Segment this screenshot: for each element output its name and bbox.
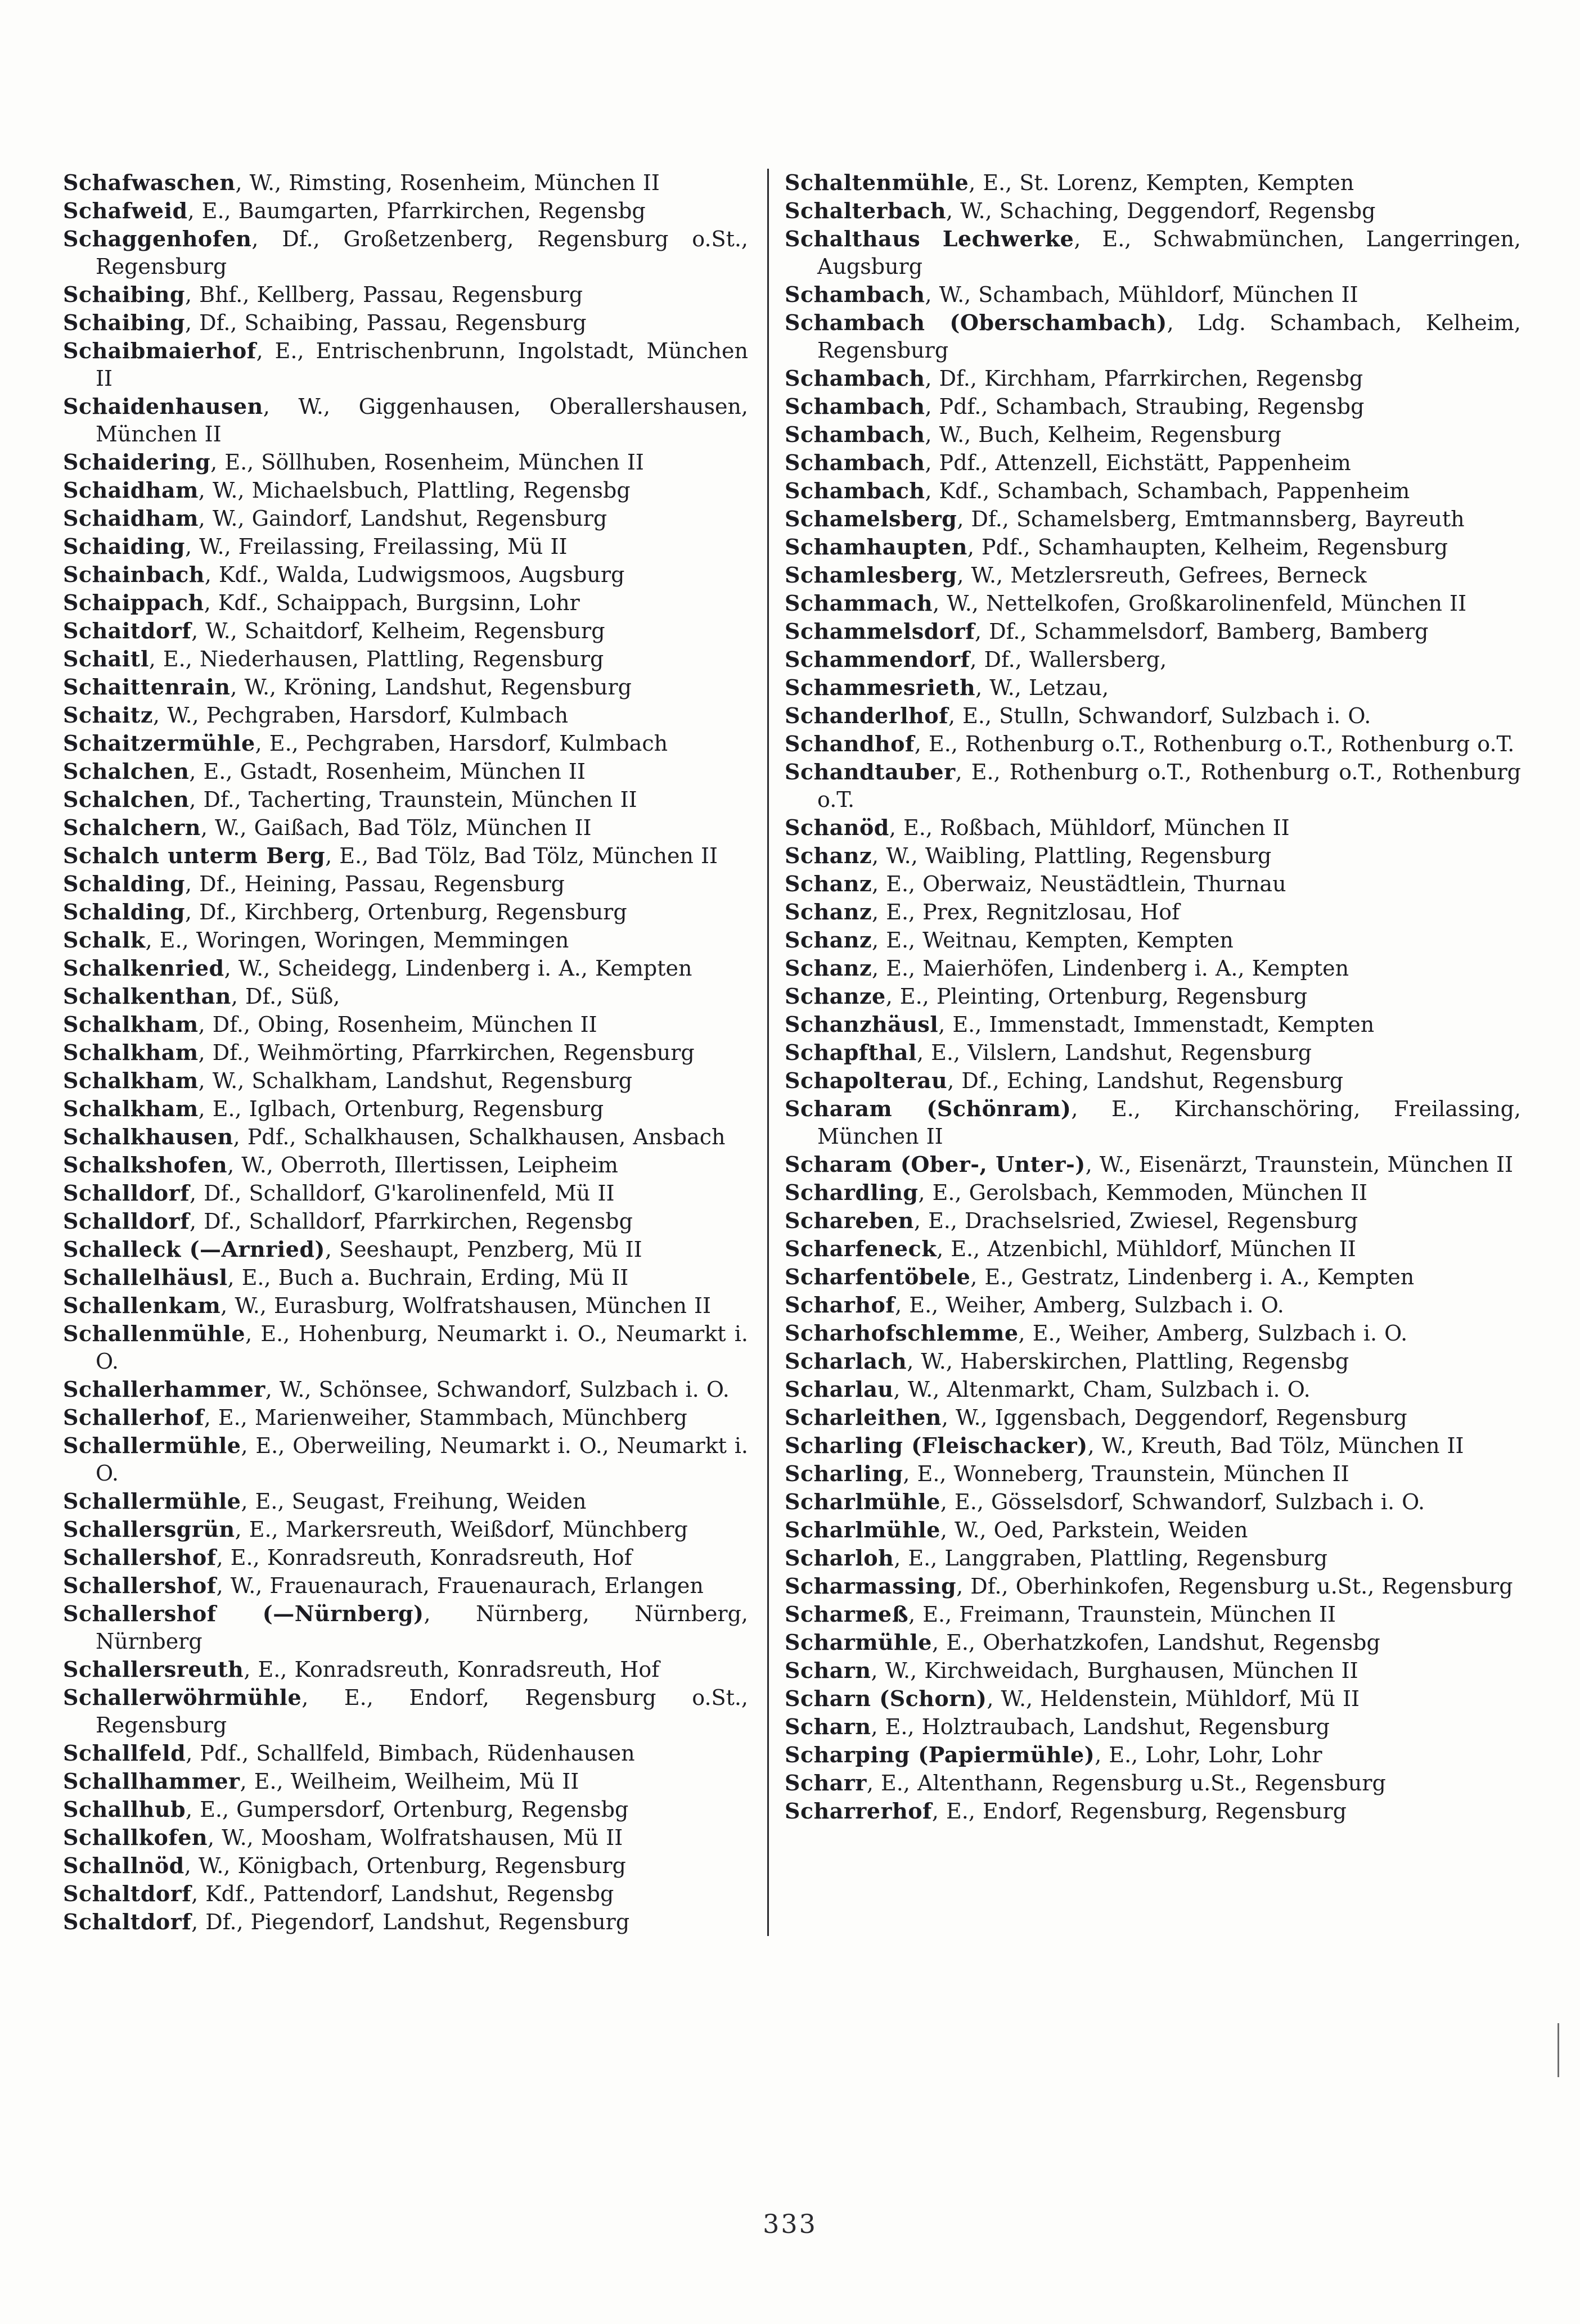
directory-entry: Scharling, E., Wonneberg, Traunstein, München II bbox=[785, 1461, 1349, 1486]
directory-entry: Schaidham, W., Michaelsbuch, Plattling, Regensbg bbox=[63, 477, 631, 503]
entry-headword: Schammach bbox=[785, 590, 933, 616]
directory-entry: Schammelsdorf, Df., Schammelsdorf, Bamberg, Bamberg bbox=[785, 619, 1429, 644]
entry-headword: Schallfeld bbox=[63, 1740, 186, 1766]
entry-headword: Schalchen bbox=[63, 787, 190, 812]
directory-entry: Schaitl, E., Niederhausen, Plattling, Regensburg bbox=[63, 646, 604, 671]
entry-headword: Schanz bbox=[785, 899, 872, 924]
entry-headword: Schanze bbox=[785, 983, 886, 1009]
directory-entry: Schambach, Kdf., Schambach, Schambach, Pappenheim bbox=[785, 478, 1410, 503]
entry-headword: Schambach (Oberschambach) bbox=[785, 310, 1167, 335]
directory-entry: Schapolterau, Df., Eching, Landshut, Regensburg bbox=[785, 1068, 1344, 1093]
directory-entry: Schallelhäusl, E., Buch a. Buchrain, Erding, Mü II bbox=[63, 1265, 629, 1290]
entry-headword: Scharlau bbox=[785, 1377, 894, 1402]
directory-entry: Schandhof, E., Rothenburg o.T., Rothenburg o.T., Rothenburg o.T. bbox=[785, 731, 1515, 756]
entry-headword: Scharfeneck bbox=[785, 1236, 937, 1261]
entry-headword: Schandhof bbox=[785, 731, 915, 756]
entry-headword: Schanz bbox=[785, 871, 872, 896]
entry-headword: Schambach bbox=[785, 394, 925, 419]
entry-headword: Schalkshofen bbox=[63, 1152, 228, 1177]
entry-headword: Schalkham bbox=[63, 1040, 199, 1065]
entry-headword: Schalldorf bbox=[63, 1180, 190, 1206]
directory-entry: Schallfeld, Pdf., Schallfeld, Bimbach, Rüdenhausen bbox=[63, 1740, 635, 1766]
directory-entry: Schallnöd, W., Königbach, Ortenburg, Regensburg bbox=[63, 1853, 626, 1878]
entry-headword: Schallhub bbox=[63, 1797, 186, 1822]
directory-entry: Scharling (Fleischacker), W., Kreuth, Bad Tölz, München II bbox=[785, 1433, 1464, 1458]
entry-headword: Schamhaupten bbox=[785, 534, 967, 559]
directory-entry: Schalkenried, W., Scheidegg, Lindenberg i. A., Kempten bbox=[63, 955, 692, 981]
entry-headword: Schaiding bbox=[63, 534, 185, 559]
entry-headword: Schalchen bbox=[63, 759, 190, 784]
directory-entry: Schallerwöhrmühle, E., Endorf, Regensburg o.St., Regensburg bbox=[63, 1685, 748, 1738]
directory-entry: Scharmühle, E., Oberhatzkofen, Landshut, Regensbg bbox=[785, 1630, 1380, 1655]
directory-entry: Schalding, Df., Kirchberg, Ortenburg, Regensburg bbox=[63, 899, 627, 924]
directory-entry: Scharlmühle, W., Oed, Parkstein, Weiden bbox=[785, 1517, 1248, 1542]
entry-headword: Schalkenried bbox=[63, 955, 224, 981]
entry-headword: Schallersreuth bbox=[63, 1657, 244, 1682]
entry-headword: Schallerhammer bbox=[63, 1377, 265, 1402]
directory-entry: Schaidering, E., Söllhuben, Rosenheim, München II bbox=[63, 449, 644, 475]
entry-headword: Schallermühle bbox=[63, 1433, 241, 1458]
directory-entry: Schafwaschen, W., Rimsting, Rosenheim, München II bbox=[63, 170, 660, 195]
entry-headword: Scharn bbox=[785, 1658, 871, 1683]
entry-headword: Schaltdorf bbox=[63, 1881, 192, 1906]
entry-headword: Scharmühle bbox=[785, 1630, 932, 1655]
directory-entry: Scharlach, W., Haberskirchen, Plattling, Regensbg bbox=[785, 1348, 1349, 1374]
directory-entry: Schalkham, E., Iglbach, Ortenburg, Regensburg bbox=[63, 1096, 604, 1121]
gazetteer-text-block bbox=[63, 169, 1521, 1936]
entry-headword: Schanderlhof bbox=[785, 703, 948, 728]
entry-headword: Schamlesberg bbox=[785, 562, 957, 588]
entry-headword: Schanz bbox=[785, 955, 872, 981]
directory-entry: Schaggenhofen, Df., Großetzenberg, Regensburg o.St., Regensburg bbox=[63, 226, 748, 279]
directory-entry: Schalthaus Lechwerke, E., Schwabmünchen, Langerringen, Augsburg bbox=[785, 226, 1521, 279]
entry-headword: Schambach bbox=[785, 282, 925, 307]
directory-entry: Schamhaupten, Pdf., Schamhaupten, Kelheim, Regensburg bbox=[785, 534, 1448, 559]
directory-entry: Schaidenhausen, W., Giggenhausen, Oberallershausen, München II bbox=[63, 394, 748, 446]
entry-headword: Schambach bbox=[785, 365, 925, 391]
entry-headword: Scharleithen bbox=[785, 1405, 942, 1430]
directory-entry: Schalkham, Df., Obing, Rosenheim, München II bbox=[63, 1012, 597, 1037]
entry-headword: Schaitdorf bbox=[63, 618, 192, 643]
directory-entry: Schambach, Pdf., Attenzell, Eichstätt, Pappenheim bbox=[785, 450, 1351, 475]
directory-entry: Schaibing, Bhf., Kellberg, Passau, Regensburg bbox=[63, 282, 583, 307]
directory-entry: Schanderlhof, E., Stulln, Schwandorf, Sulzbach i. O. bbox=[785, 703, 1371, 728]
entry-headword: Schafweid bbox=[63, 198, 188, 223]
entry-headword: Schalterbach bbox=[785, 198, 946, 223]
directory-entry: Scharfeneck, E., Atzenbichl, Mühldorf, München II bbox=[785, 1236, 1356, 1261]
entry-headword: Schalkham bbox=[63, 1096, 199, 1121]
entry-headword: Scharrerhof bbox=[785, 1798, 932, 1824]
directory-entry: Scharloh, E., Langgraben, Plattling, Regensburg bbox=[785, 1545, 1328, 1571]
entry-headword: Schaibing bbox=[63, 310, 185, 335]
left-column bbox=[63, 169, 748, 1936]
directory-entry: Scharn, W., Kirchweidach, Burghausen, München II bbox=[785, 1658, 1358, 1683]
directory-entry: Scharping (Papiermühle), E., Lohr, Lohr, Lohr bbox=[785, 1742, 1322, 1767]
entry-headword: Schaggenhofen bbox=[63, 226, 252, 251]
directory-entry: Scharn, E., Holztraubach, Landshut, Regensburg bbox=[785, 1714, 1330, 1739]
directory-entry: Scharfentöbele, E., Gestratz, Lindenberg i. A., Kempten bbox=[785, 1264, 1415, 1289]
directory-entry: Scharlau, W., Altenmarkt, Cham, Sulzbach i. O. bbox=[785, 1377, 1311, 1402]
directory-entry: Schafweid, E., Baumgarten, Pfarrkirchen, Regensbg bbox=[63, 198, 646, 223]
directory-entry: Schaltdorf, Df., Piegendorf, Landshut, Regensburg bbox=[63, 1909, 630, 1934]
entry-headword: Schaltenmühle bbox=[785, 170, 969, 195]
directory-entry: Schainbach, Kdf., Walda, Ludwigsmoos, Augsburg bbox=[63, 562, 625, 587]
directory-entry: Scharam (Schönram), E., Kirchanschöring, Freilassing, München II bbox=[785, 1096, 1521, 1149]
directory-entry: Schallerhof, E., Marienweiher, Stammbach, Münchberg bbox=[63, 1405, 687, 1430]
entry-headword: Schainbach bbox=[63, 562, 205, 587]
entry-headword: Schallenmühle bbox=[63, 1321, 246, 1346]
entry-headword: Schallnöd bbox=[63, 1853, 184, 1878]
directory-entry: Schaibing, Df., Schaibing, Passau, Regensburg bbox=[63, 310, 587, 335]
directory-entry: Schamlesberg, W., Metzlersreuth, Gefrees, Berneck bbox=[785, 562, 1367, 588]
directory-entry: Schalterbach, W., Schaching, Deggendorf, Regensbg bbox=[785, 198, 1376, 223]
directory-entry: Schaltenmühle, E., St. Lorenz, Kempten, Kempten bbox=[785, 170, 1354, 195]
directory-entry: Schanze, E., Pleinting, Ortenburg, Regensburg bbox=[785, 983, 1308, 1009]
directory-entry: Schammesrieth, W., Letzau, bbox=[785, 675, 1109, 700]
directory-entry: Schalchen, Df., Tacherting, Traunstein, München II bbox=[63, 787, 637, 812]
directory-entry: Scharmeß, E., Freimann, Traunstein, München II bbox=[785, 1601, 1336, 1627]
entry-headword: Schammendorf bbox=[785, 647, 970, 672]
directory-entry: Schallhammer, E., Weilheim, Weilheim, Mü II bbox=[63, 1768, 579, 1794]
directory-entry: Schalchen, E., Gstadt, Rosenheim, München II bbox=[63, 759, 586, 784]
directory-entry: Schalkhausen, Pdf., Schalkhausen, Schalkhausen, Ansbach bbox=[63, 1124, 726, 1149]
directory-entry: Scharrerhof, E., Endorf, Regensburg, Regensburg bbox=[785, 1798, 1347, 1824]
directory-entry: Schallermühle, E., Oberweiling, Neumarkt i. O., Neumarkt i. O. bbox=[63, 1433, 748, 1486]
entry-headword: Schandtauber bbox=[785, 759, 956, 784]
entry-headword: Schapfthal bbox=[785, 1040, 917, 1065]
directory-entry: Scharleithen, W., Iggensbach, Deggendorf, Regensburg bbox=[785, 1405, 1407, 1430]
entry-headword: Scharmeß bbox=[785, 1601, 909, 1627]
directory-entry: Schalding, Df., Heining, Passau, Regensburg bbox=[63, 871, 565, 896]
directory-entry: Schallenkam, W., Eurasburg, Wolfratshausen, München II bbox=[63, 1293, 712, 1318]
entry-headword: Schallersgrün bbox=[63, 1517, 235, 1542]
directory-entry: Schardling, E., Gerolsbach, Kemmoden, München II bbox=[785, 1180, 1367, 1205]
entry-headword: Schaippach bbox=[63, 590, 204, 615]
entry-headword: Schalk bbox=[63, 927, 146, 953]
entry-headword: Schalkham bbox=[63, 1012, 199, 1037]
right-column bbox=[769, 169, 1521, 1936]
entry-headword: Schallershof bbox=[63, 1573, 217, 1598]
entry-headword: Schallenkam bbox=[63, 1293, 221, 1318]
directory-entry: Schallersgrün, E., Markersreuth, Weißdorf, Münchberg bbox=[63, 1517, 688, 1542]
entry-headword: Schallelhäusl bbox=[63, 1265, 228, 1290]
directory-entry: Schambach, Df., Kirchham, Pfarrkirchen, Regensbg bbox=[785, 365, 1363, 391]
entry-headword: Schalch unterm Berg bbox=[63, 843, 326, 868]
entry-headword: Schallerhof bbox=[63, 1405, 204, 1430]
directory-entry: Schamelsberg, Df., Schamelsberg, Emtmannsberg, Bayreuth bbox=[785, 506, 1465, 531]
directory-entry: Schaippach, Kdf., Schaippach, Burgsinn, Lohr bbox=[63, 590, 580, 615]
directory-entry: Scharam (Ober-, Unter-), W., Eisenärzt, Traunstein, München II bbox=[785, 1152, 1514, 1177]
directory-entry: Schambach, Pdf., Schambach, Straubing, Regensbg bbox=[785, 394, 1365, 419]
directory-entry: Schalldorf, Df., Schalldorf, G'karolinenfeld, Mü II bbox=[63, 1180, 615, 1206]
entry-headword: Schalding bbox=[63, 899, 185, 924]
entry-headword: Schallkofen bbox=[63, 1825, 208, 1850]
entry-headword: Schalding bbox=[63, 871, 185, 896]
entry-headword: Scharr bbox=[785, 1770, 867, 1795]
directory-entry: Schanz, W., Waibling, Plattling, Regensburg bbox=[785, 843, 1272, 868]
entry-headword: Scharam (Ober-, Unter-) bbox=[785, 1152, 1086, 1177]
entry-headword: Schalkham bbox=[63, 1068, 199, 1093]
directory-entry: Schallershof (—Nürnberg), Nürnberg, Nürnberg, Nürnberg bbox=[63, 1601, 748, 1654]
directory-entry: Schaitdorf, W., Schaitdorf, Kelheim, Regensburg bbox=[63, 618, 605, 643]
entry-headword: Schaibing bbox=[63, 282, 185, 307]
directory-entry: Schalkenthan, Df., Süß, bbox=[63, 983, 340, 1009]
entry-headword: Schalkhausen bbox=[63, 1124, 233, 1149]
directory-entry: Schallershof, E., Konradsreuth, Konradsreuth, Hof bbox=[63, 1545, 632, 1570]
entry-headword: Schaltdorf bbox=[63, 1909, 192, 1934]
entry-headword: Scharping (Papiermühle) bbox=[785, 1742, 1095, 1767]
directory-entry: Schanöd, E., Roßbach, Mühldorf, München II bbox=[785, 815, 1290, 840]
directory-entry: Schalchern, W., Gaißach, Bad Tölz, München II bbox=[63, 815, 592, 840]
entry-headword: Scharhof bbox=[785, 1292, 895, 1317]
entry-headword: Scharlmühle bbox=[785, 1489, 940, 1514]
entry-headword: Schaibmaierhof bbox=[63, 338, 256, 363]
entry-headword: Schaitz bbox=[63, 702, 153, 728]
entry-headword: Schalleck (—Arnried) bbox=[63, 1237, 325, 1262]
directory-entry: Schambach, W., Schambach, Mühldorf, München II bbox=[785, 282, 1358, 307]
entry-headword: Schallhammer bbox=[63, 1768, 240, 1794]
directory-entry: Schaidham, W., Gaindorf, Landshut, Regensburg bbox=[63, 506, 607, 531]
directory-entry: Schanz, E., Prex, Regnitzlosau, Hof bbox=[785, 899, 1180, 924]
entry-headword: Schaidham bbox=[63, 506, 199, 531]
directory-entry: Scharhof, E., Weiher, Amberg, Sulzbach i. O. bbox=[785, 1292, 1284, 1317]
entry-headword: Schanz bbox=[785, 843, 872, 868]
entry-headword: Schallermühle bbox=[63, 1488, 241, 1514]
entry-headword: Schaitl bbox=[63, 646, 149, 671]
directory-entry: Schammach, W., Nettelkofen, Großkarolinenfeld, München II bbox=[785, 590, 1467, 616]
entry-headword: Schanz bbox=[785, 927, 872, 953]
directory-entry: Scharmassing, Df., Oberhinkofen, Regensburg u.St., Regensburg bbox=[785, 1573, 1513, 1599]
entry-headword: Schamelsberg bbox=[785, 506, 957, 531]
directory-entry: Schalkham, Df., Weihmörting, Pfarrkirchen, Regensburg bbox=[63, 1040, 695, 1065]
directory-entry: Schalldorf, Df., Schalldorf, Pfarrkirchen, Regensbg bbox=[63, 1208, 633, 1234]
entry-headword: Schapolterau bbox=[785, 1068, 948, 1093]
directory-entry: Schandtauber, E., Rothenburg o.T., Rothenburg o.T., Rothenburg o.T. bbox=[785, 759, 1521, 812]
directory-entry: Schallershof, W., Frauenaurach, Frauenaurach, Erlangen bbox=[63, 1573, 704, 1598]
directory-entry: Schallhub, E., Gumpersdorf, Ortenburg, Regensbg bbox=[63, 1797, 629, 1822]
directory-entry: Schaibmaierhof, E., Entrischenbrunn, Ingolstadt, München II bbox=[63, 338, 748, 391]
entry-headword: Schaidham bbox=[63, 477, 199, 503]
entry-headword: Scharn (Schorn) bbox=[785, 1686, 987, 1711]
directory-entry: Schalkham, W., Schalkham, Landshut, Regensburg bbox=[63, 1068, 633, 1093]
directory-entry: Schammendorf, Df., Wallersberg, bbox=[785, 647, 1167, 672]
entry-headword: Scharfentöbele bbox=[785, 1264, 971, 1289]
entry-headword: Scharam (Schönram) bbox=[785, 1096, 1072, 1121]
directory-entry: Schallerhammer, W., Schönsee, Schwandorf, Sulzbach i. O. bbox=[63, 1377, 730, 1402]
directory-entry: Schapfthal, E., Vilslern, Landshut, Regensburg bbox=[785, 1040, 1312, 1065]
directory-entry: Schaitz, W., Pechgraben, Harsdorf, Kulmbach bbox=[63, 702, 569, 728]
directory-entry: Schaiding, W., Freilassing, Freilassing, Mü II bbox=[63, 534, 568, 559]
entry-headword: Schammelsdorf bbox=[785, 619, 975, 644]
entry-headword: Schalkenthan bbox=[63, 983, 231, 1009]
directory-entry: Schaitzermühle, E., Pechgraben, Harsdorf, Kulmbach bbox=[63, 730, 668, 756]
entry-headword: Schalchern bbox=[63, 815, 201, 840]
directory-entry: Scharr, E., Altenthann, Regensburg u.St., Regensburg bbox=[785, 1770, 1386, 1795]
entry-headword: Schareben bbox=[785, 1208, 914, 1233]
scan-artifact-line bbox=[1558, 2023, 1559, 2077]
entry-headword: Schambach bbox=[785, 478, 925, 503]
page-number: 333 bbox=[763, 2209, 817, 2239]
entry-headword: Schardling bbox=[785, 1180, 919, 1205]
entry-headword: Scharhofschlemme bbox=[785, 1320, 1019, 1346]
entry-headword: Scharling (Fleischacker) bbox=[785, 1433, 1088, 1458]
directory-entry: Schaittenrain, W., Kröning, Landshut, Regensburg bbox=[63, 674, 632, 700]
entry-headword: Scharmassing bbox=[785, 1573, 957, 1599]
directory-entry: Schareben, E., Drachselsried, Zwiesel, Regensburg bbox=[785, 1208, 1358, 1233]
entry-headword: Schalldorf bbox=[63, 1208, 190, 1234]
entry-headword: Schallerwöhrmühle bbox=[63, 1685, 302, 1710]
entry-headword: Schanöd bbox=[785, 815, 889, 840]
entry-headword: Schammesrieth bbox=[785, 675, 976, 700]
directory-entry: Schalch unterm Berg, E., Bad Tölz, Bad Tölz, München II bbox=[63, 843, 718, 868]
directory-entry: Schalkshofen, W., Oberroth, Illertissen, Leipheim bbox=[63, 1152, 618, 1177]
entry-headword: Schallershof (—Nürnberg) bbox=[63, 1601, 424, 1626]
entry-headword: Schaidenhausen bbox=[63, 394, 263, 419]
directory-entry: Scharn (Schorn), W., Heldenstein, Mühldorf, Mü II bbox=[785, 1686, 1360, 1711]
entry-headword: Scharlmühle bbox=[785, 1517, 940, 1542]
entry-headword: Schallershof bbox=[63, 1545, 217, 1570]
directory-entry: Schallermühle, E., Seugast, Freihung, Weiden bbox=[63, 1488, 587, 1514]
entry-headword: Schalthaus Lechwerke bbox=[785, 226, 1074, 251]
entry-headword: Schaidering bbox=[63, 449, 211, 475]
directory-entry: Schallkofen, W., Moosham, Wolfratshausen, Mü II bbox=[63, 1825, 623, 1850]
directory-entry: Schambach (Oberschambach), Ldg. Schambach, Kelheim, Regensburg bbox=[785, 310, 1521, 363]
directory-entry: Schallersreuth, E., Konradsreuth, Konradsreuth, Hof bbox=[63, 1657, 660, 1682]
directory-entry: Schallenmühle, E., Hohenburg, Neumarkt i. O., Neumarkt i. O. bbox=[63, 1321, 748, 1374]
entry-headword: Schambach bbox=[785, 422, 925, 447]
entry-headword: Scharling bbox=[785, 1461, 903, 1486]
entry-headword: Schaittenrain bbox=[63, 674, 231, 700]
directory-entry: Schambach, W., Buch, Kelheim, Regensburg bbox=[785, 422, 1282, 447]
entry-headword: Scharlach bbox=[785, 1348, 907, 1374]
entry-headword: Scharloh bbox=[785, 1545, 894, 1571]
directory-entry: Schanzhäusl, E., Immenstadt, Immenstadt, Kempten bbox=[785, 1012, 1375, 1037]
directory-entry: Schalk, E., Woringen, Woringen, Memmingen bbox=[63, 927, 569, 953]
entry-headword: Schafwaschen bbox=[63, 170, 236, 195]
directory-entry: Schaltdorf, Kdf., Pattendorf, Landshut, Regensbg bbox=[63, 1881, 614, 1906]
directory-entry: Schanz, E., Weitnau, Kempten, Kempten bbox=[785, 927, 1234, 953]
directory-entry: Schanz, E., Maierhöfen, Lindenberg i. A., Kempten bbox=[785, 955, 1349, 981]
directory-entry: Schanz, E., Oberwaiz, Neustädtlein, Thurnau bbox=[785, 871, 1286, 896]
entry-headword: Scharn bbox=[785, 1714, 871, 1739]
entry-headword: Schanzhäusl bbox=[785, 1012, 939, 1037]
entry-headword: Schaitzermühle bbox=[63, 730, 255, 756]
directory-entry: Scharlmühle, E., Gösselsdorf, Schwandorf, Sulzbach i. O. bbox=[785, 1489, 1425, 1514]
directory-entry: Schalleck (—Arnried), Seeshaupt, Penzberg, Mü II bbox=[63, 1237, 642, 1262]
entry-headword: Schambach bbox=[785, 450, 925, 475]
directory-entry: Scharhofschlemme, E., Weiher, Amberg, Sulzbach i. O. bbox=[785, 1320, 1408, 1346]
